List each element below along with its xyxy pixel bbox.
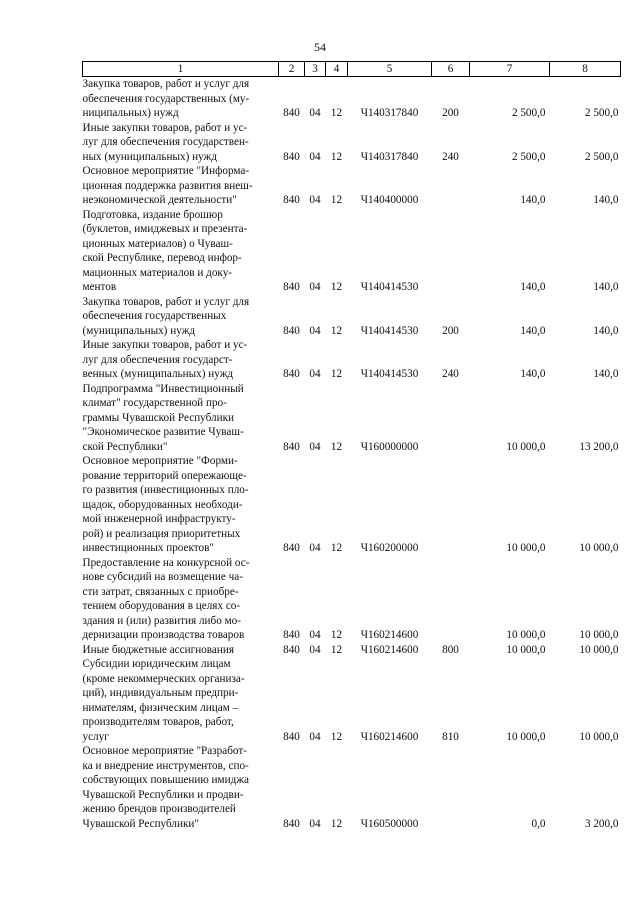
target-article-cell: Ч160214600 xyxy=(360,629,419,641)
item-name-line: ций), индивидуальным предпри- xyxy=(82,687,239,699)
admin-code-cell: 840 xyxy=(283,643,300,656)
item-name-line: нимателям, физическим лицам – xyxy=(82,701,239,714)
amount-cell: 10 000,0 xyxy=(579,730,619,743)
item-name-line: жению брендов производителей xyxy=(82,803,236,815)
item-name-line: ментов xyxy=(82,281,117,293)
admin-code-cell: 840 xyxy=(283,368,300,380)
amount-cell: 0,0 xyxy=(531,817,546,830)
target-article-cell: Ч140317840 xyxy=(360,107,419,119)
item-name-cell xyxy=(83,208,279,295)
item-name-line: (буклетов, имиджевых и презента- xyxy=(82,223,248,235)
table-row xyxy=(83,121,621,165)
subsection-cell: 12 xyxy=(330,194,343,206)
amount-cell: 140,0 xyxy=(520,281,546,293)
table-row xyxy=(83,643,621,658)
subsection-cell: 12 xyxy=(330,730,343,743)
target-article-cell: Ч140414530 xyxy=(360,368,419,380)
target-article-cell: Ч140400000 xyxy=(360,194,419,206)
section-cell: 04 xyxy=(309,107,321,119)
amount-cell: 140,0 xyxy=(593,368,619,380)
item-name-line: Закупка товаров, работ и услуг для xyxy=(82,295,250,308)
item-name-line: производителям товаров, работ, xyxy=(82,716,234,728)
item-name-line: Иные закупки товаров, работ и ус- xyxy=(82,121,248,134)
amount-cell: 3 200,0 xyxy=(584,817,619,830)
admin-code-cell: 840 xyxy=(283,542,300,554)
table-row xyxy=(83,657,621,744)
target-article-cell: Ч160200000 xyxy=(360,542,419,554)
target-article-cell: Ч160214600 xyxy=(360,643,419,656)
section-cell: 04 xyxy=(309,440,321,453)
column-header: 3 xyxy=(305,62,326,77)
item-name-cell xyxy=(83,382,279,455)
item-name-line: ниципальных) нужд xyxy=(82,107,179,119)
item-name-line: Подготовка, издание брошюр xyxy=(82,208,223,221)
amount-cell: 10 000,0 xyxy=(506,730,546,743)
amount-cell: 2 500,0 xyxy=(511,150,546,163)
item-name-line: ных (муниципальных) нужд xyxy=(82,150,217,163)
item-name-line: Закупка товаров, работ и услуг для xyxy=(82,78,250,90)
item-name-line: ционных материалов) о Чуваш- xyxy=(82,237,233,250)
table-row xyxy=(83,744,621,831)
admin-code-cell: 840 xyxy=(283,730,300,743)
admin-code-cell: 840 xyxy=(283,194,300,206)
admin-code-cell: 840 xyxy=(283,281,300,293)
amount-cell: 10 000,0 xyxy=(579,629,619,641)
item-name-line: "Экономическое развитие Чуваш- xyxy=(82,426,244,438)
item-name-line: Чувашской Республики и продви- xyxy=(82,788,244,801)
item-name-line: (кроме некоммерческих организа- xyxy=(82,672,245,685)
amount-cell: 2 500,0 xyxy=(584,150,619,163)
item-name-line: ка и внедрение инструментов, спо- xyxy=(82,759,249,772)
subsection-cell: 12 xyxy=(330,542,343,554)
item-name-cell xyxy=(83,643,279,658)
section-cell: 04 xyxy=(309,817,321,830)
admin-code-cell: 840 xyxy=(283,440,300,453)
item-name-line: климат" государственной про- xyxy=(82,397,227,409)
subsection-cell: 12 xyxy=(330,150,343,163)
expense-type-cell xyxy=(432,454,470,556)
item-name-line: мационных материалов и доку- xyxy=(82,266,233,279)
expense-type-cell xyxy=(432,556,470,643)
table-row xyxy=(83,556,621,643)
subsection-cell: 12 xyxy=(330,440,343,453)
item-name-line: ционная поддержка развития внеш- xyxy=(82,179,253,192)
amount-cell: 10 000,0 xyxy=(579,643,619,656)
amount-cell: 140,0 xyxy=(520,194,546,206)
item-name-line: венных (муниципальных) нужд xyxy=(82,368,234,380)
page-number: 54 xyxy=(314,40,326,54)
item-name-line: Основное мероприятие "Форми- xyxy=(82,455,238,467)
item-name-line: ской Республике, перевод инфор- xyxy=(82,252,242,264)
target-article-cell: Ч160000000 xyxy=(360,440,419,453)
table-header-row xyxy=(83,62,621,77)
expense-type-cell: 240 xyxy=(442,150,459,163)
admin-code-cell: 840 xyxy=(283,629,300,641)
section-cell: 04 xyxy=(309,194,321,206)
target-article-cell: Ч140414530 xyxy=(360,324,419,337)
item-name-line: рой) и реализация приоритетных xyxy=(82,527,241,540)
admin-code-cell: 840 xyxy=(283,817,300,830)
target-article-cell: Ч160214600 xyxy=(360,730,419,743)
admin-code-cell: 840 xyxy=(283,150,300,163)
amount-cell: 140,0 xyxy=(593,324,619,337)
amount-cell: 10 000,0 xyxy=(579,542,619,554)
table-row xyxy=(83,208,621,295)
amount-cell: 10 000,0 xyxy=(506,629,546,641)
item-name-line: Субсидии юридическим лицам xyxy=(82,658,231,670)
amount-cell: 140,0 xyxy=(520,324,546,337)
expense-type-cell: 800 xyxy=(442,643,459,656)
subsection-cell: 12 xyxy=(330,643,343,656)
amount-cell: 2 500,0 xyxy=(511,107,546,119)
target-article-cell: Ч140317840 xyxy=(360,150,419,163)
target-article-cell: Ч140414530 xyxy=(360,281,419,293)
item-name-line: Основное мероприятие "Информа- xyxy=(82,165,250,177)
section-cell: 04 xyxy=(309,324,321,337)
amount-cell: 10 000,0 xyxy=(506,643,546,656)
table-body xyxy=(83,77,621,832)
amount-cell: 10 000,0 xyxy=(506,542,546,554)
expense-type-cell: 810 xyxy=(442,730,459,743)
item-name-line: Иные закупки товаров, работ и ус- xyxy=(82,339,248,351)
item-name-line: собствующих повышению имиджа xyxy=(82,774,249,786)
item-name-line: инвестиционных проектов" xyxy=(82,542,214,554)
amount-cell: 2 500,0 xyxy=(584,107,619,119)
subsection-cell: 12 xyxy=(330,281,343,293)
item-name-line: неэкономической деятельности" xyxy=(82,194,237,206)
column-header: 5 xyxy=(348,62,432,77)
item-name-line: Предоставление на конкурсной ос- xyxy=(82,556,250,569)
item-name-cell xyxy=(83,77,279,121)
expense-type-cell xyxy=(432,164,470,208)
column-header: 4 xyxy=(326,62,348,77)
target-article-cell: Ч160500000 xyxy=(360,817,419,830)
item-name-cell xyxy=(83,744,279,831)
item-name-line: услуг xyxy=(82,730,109,743)
section-cell: 04 xyxy=(309,643,321,656)
item-name-line: обеспечения государственных (му- xyxy=(82,92,250,105)
item-name-line: тением оборудования в целях со- xyxy=(82,600,241,612)
item-name-line: Основное мероприятие "Разработ- xyxy=(82,745,247,757)
column-header: 8 xyxy=(550,62,621,77)
expense-type-cell: 200 xyxy=(442,107,459,119)
amount-cell: 13 200,0 xyxy=(579,440,619,453)
item-name-cell xyxy=(83,454,279,556)
item-name-line: ской Республики" xyxy=(82,440,168,453)
expense-type-cell xyxy=(432,744,470,831)
item-name-line: (муниципальных) нужд xyxy=(82,324,196,337)
admin-code-cell: 840 xyxy=(283,324,300,337)
table-row xyxy=(83,338,621,382)
item-name-line: граммы Чувашской Республики xyxy=(82,411,235,424)
item-name-cell xyxy=(83,164,279,208)
amount-cell: 140,0 xyxy=(593,281,619,293)
subsection-cell: 12 xyxy=(330,817,343,830)
item-name-line: здания и (или) развития либо мо- xyxy=(82,614,241,627)
section-cell: 04 xyxy=(309,150,321,163)
item-name-cell xyxy=(83,657,279,744)
amount-cell: 140,0 xyxy=(593,194,619,206)
item-name-line: рование территорий опережающе- xyxy=(82,469,247,482)
item-name-line: мой инженерной инфраструкту- xyxy=(82,513,236,525)
subsection-cell: 12 xyxy=(330,107,343,119)
item-name-cell xyxy=(83,338,279,382)
item-name-line: го развития (инвестиционных пло- xyxy=(82,484,249,496)
item-name-line: луг для обеспечения государствен- xyxy=(82,136,249,148)
column-header: 7 xyxy=(470,62,550,77)
amount-cell: 10 000,0 xyxy=(506,440,546,453)
item-name-line: Подпрограмма "Инвестиционный xyxy=(82,382,244,395)
column-header: 2 xyxy=(279,62,305,77)
table-row xyxy=(83,454,621,556)
section-cell: 04 xyxy=(309,281,321,293)
item-name-line: сти затрат, связанных с приобре- xyxy=(82,585,239,598)
table-row xyxy=(83,164,621,208)
item-name-cell xyxy=(83,556,279,643)
expense-type-cell: 200 xyxy=(442,324,459,337)
expense-type-cell: 240 xyxy=(442,368,459,380)
subsection-cell: 12 xyxy=(330,324,343,337)
item-name-line: дернизации производства товаров xyxy=(82,629,245,641)
admin-code-cell: 840 xyxy=(283,107,300,119)
item-name-cell xyxy=(83,295,279,339)
table-row xyxy=(83,382,621,455)
section-cell: 04 xyxy=(309,542,321,554)
column-header: 1 xyxy=(83,62,279,77)
item-name-line: луг для обеспечения государст- xyxy=(82,353,233,366)
expense-type-cell xyxy=(432,208,470,295)
item-name-line: Чувашской Республики" xyxy=(82,817,199,830)
section-cell: 04 xyxy=(309,368,321,380)
item-name-cell xyxy=(83,121,279,165)
budget-table xyxy=(82,61,621,831)
amount-cell: 140,0 xyxy=(520,368,546,380)
section-cell: 04 xyxy=(309,730,321,743)
table-row xyxy=(83,77,621,121)
subsection-cell: 12 xyxy=(330,368,343,380)
item-name-line: Иные бюджетные ассигнования xyxy=(82,643,234,656)
expense-type-cell xyxy=(432,382,470,455)
item-name-line: обеспечения государственных xyxy=(82,310,227,322)
item-name-line: нове субсидий на возмещение ча- xyxy=(82,571,243,583)
item-name-line: щадок, оборудованных необходи- xyxy=(82,498,243,511)
subsection-cell: 12 xyxy=(330,629,343,641)
column-header: 6 xyxy=(432,62,470,77)
table-row xyxy=(83,295,621,339)
section-cell: 04 xyxy=(309,629,321,641)
